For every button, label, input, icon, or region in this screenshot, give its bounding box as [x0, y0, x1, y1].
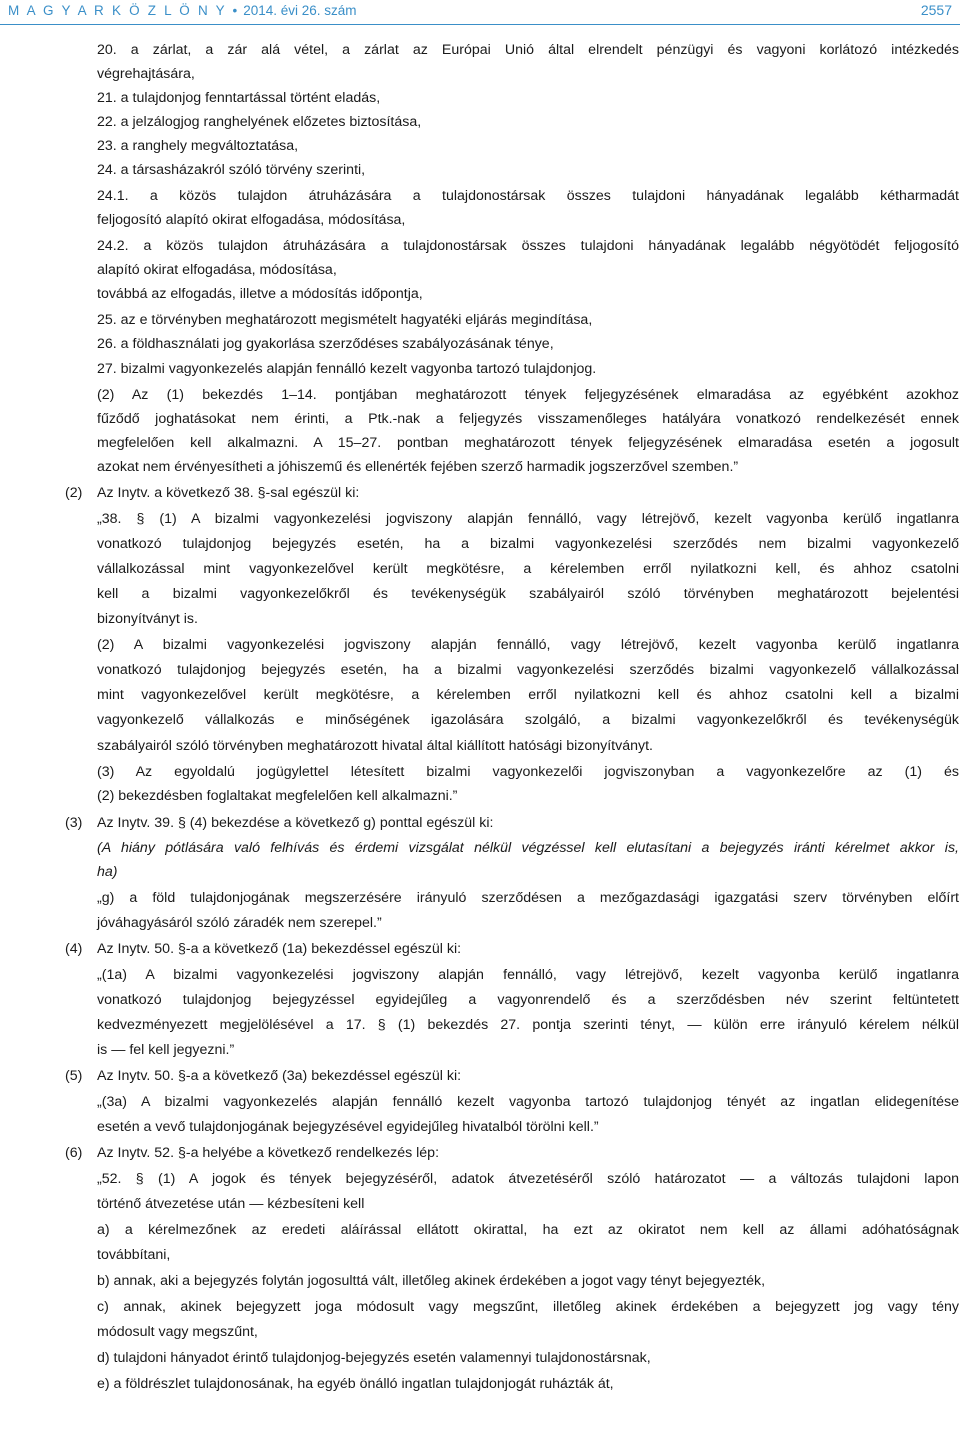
text-line: vonatkozó tulajdonjog bejegyzés esetén, ha a bizalmi vagyonkezelési szerződés nem bizalmi vagyonkezelő [97, 536, 959, 552]
text-line: végrehajtására, [97, 66, 195, 82]
text-line: bizonyítványt is. [97, 611, 198, 627]
text-line: 22. a jelzálogjog ranghelyének előzetes biztosítása, [97, 114, 422, 130]
text-line: c) annak, akinek bejegyzett joga módosult vagy megszűnt, illetőleg akinek érdekében a bejegyzett jog vagy tény [97, 1299, 959, 1315]
text-line: vonatkozó tulajdonjog bejegyzéssel egyidejűleg a vagyonrendelő és a szerződésben név szerint feltüntetett [97, 992, 959, 1008]
text-line: kell a bizalmi vagyonkezelőkről és tevékenységük szabályairól szóló törvényben meghatározott bejelentési [97, 586, 959, 602]
text-line: is — fel kell jegyezni.” [97, 1042, 235, 1058]
text-line: „g) a föld tulajdonjogának megszerzésére irányuló szerződésen a mezőgazdasági igazgatási szerv törvényben előírt [97, 890, 959, 906]
text-line: (2) A bizalmi vagyonkezelési jogviszony alapján fennálló, vagy létrejövő, kezelt vagyonba kerülő ingatlanra [97, 637, 959, 653]
text-line: 27. bizalmi vagyonkezelés alapján fennálló kezelt vagyonba tartozó tulajdonjog. [97, 361, 597, 377]
text-line: esetén a vevő tulajdonjogának bejegyzésével egyidejűleg hivatalból törölni kell.” [97, 1119, 599, 1135]
text-line: Az Inytv. a következő 38. §-sal egészül ki: [97, 485, 360, 501]
text-line: 24.2. a közös tulajdon átruházására a tulajdonostársak összes tulajdoni hányadának legalább négyötödét feljogosító [97, 238, 959, 254]
text-line: vagyonkezelő vállalkozás e minőségének igazolására szolgáló, a bizalmi vagyonkezelőkről és tevékenységük [97, 712, 959, 728]
text-line: (2) Az (1) bekezdés 1–14. pontjában meghatározott tények feljegyzésének elmaradása az egyébként azokhoz [97, 387, 959, 403]
text-line: d) tulajdoni hányadot érintő tulajdonjog-bejegyzés esetén valamennyi tulajdonostársnak, [97, 1350, 651, 1366]
text-line: (2) bekezdésben foglaltakat megfelelően kell alkalmazni.” [97, 788, 458, 804]
paragraph-label: (4) [65, 941, 83, 957]
journal-name: M A G Y A R K Ö Z L Ö N Y [8, 3, 227, 18]
text-line: módosult vagy megszűnt, [97, 1324, 258, 1340]
text-line: jóváhagyásáról szóló záradék nem szerepel.” [97, 915, 382, 931]
text-line: 23. a ranghely megváltoztatása, [97, 138, 299, 154]
text-line: azokat nem érvényesítheti a jóhiszemű és ellenérték fejében szerző harmadik jogszerzővel szemben.” [97, 459, 739, 475]
page-number: 2557 [920, 2, 952, 18]
text-line: „52. § (1) A jogok és tények bejegyzéséről, adatok átvezetéséről szóló határozatot — a változás tulajdoni lapon [97, 1171, 959, 1187]
issue-date: 2014. évi 26. szám [243, 3, 357, 18]
text-line: 24. a társasházakról szóló törvény szerinti, [97, 162, 366, 178]
text-line: e) a földrészlet tulajdonosának, ha egyéb önálló ingatlan tulajdonjogát ruházták át, [97, 1376, 614, 1392]
text-line: „(1a) A bizalmi vagyonkezelési jogviszony alapján fennálló, vagy létrejövő, kezelt vagyonba kerülő ingatlanra [97, 967, 959, 983]
paragraph-label: (2) [65, 485, 83, 501]
text-line: vonatkozó tulajdonjog bejegyzés esetén, ha a bizalmi vagyonkezelési szerződés bizalmi vagyonkezelő vállalkozással [97, 662, 959, 678]
text-line: történő átvezetése után — kézbesíteni kell [97, 1196, 365, 1212]
text-line: mint vagyonkezelővel került megkötésre, a kérelemben erről nyilatkozni kell és ahhoz csatolni kell a bizalmi [97, 687, 959, 703]
text-line: a) a kérelmezőnek az eredeti aláírással ellátott okirattal, ha ezt az okiratot nem kell az állami adóhatóságnak [97, 1222, 959, 1238]
text-line: ha) [97, 864, 118, 880]
text-line: továbbítani, [97, 1247, 171, 1263]
bullet-separator: • [232, 3, 238, 18]
text-line: 21. a tulajdonjog fenntartással történt eladás, [97, 90, 381, 106]
text-line: 26. a földhasználati jog gyakorlása szerződéses szabályozásának ténye, [97, 336, 554, 352]
text-line: továbbá az elfogadás, illetve a módosítás időpontja, [97, 286, 423, 302]
text-line: kedvezményezett megjelölésével a 17. § (1) bekezdés 27. pontja szerinti tényt, — külön erre irányuló kérelem nélkül [97, 1017, 959, 1033]
text-line: feljogosító alapító okirat elfogadása, módosítása, [97, 212, 406, 228]
text-line: 24.1. a közös tulajdon átruházására a tulajdonostársak összes tulajdoni hányadának legalább kétharmadát [97, 188, 959, 204]
text-line: Az Inytv. 52. §-a helyébe a következő rendelkezés lép: [97, 1145, 440, 1161]
text-line: Az Inytv. 50. §-a a következő (3a) bekezdéssel egészül ki: [97, 1068, 462, 1084]
text-line: „(3a) A bizalmi vagyonkezelés alapján fennálló kezelt vagyonba tartozó tulajdonjog tényét az ingatlan elidegenítése [97, 1094, 959, 1110]
text-line: alapító okirat elfogadása, módosítása, [97, 262, 337, 278]
text-line: vállalkozással mint vagyonkezelővel került megkötésre, a kérelemben erről nyilatkozni kell, és ahhoz csatolni [97, 561, 959, 577]
paragraph-label: (3) [65, 815, 83, 831]
header-rule [0, 24, 960, 25]
text-line: (A hiány pótlására való felhívás és érdemi vizsgálat nélkül végzéssel kell elutasítani a bejegyzés iránti kérelmet akkor is, [97, 840, 959, 856]
text-line: b) annak, aki a bejegyzés folytán jogosulttá vált, illetőleg akinek érdekében a jogot vagy tényt bejegyezték, [97, 1273, 766, 1289]
text-line: 25. az e törvényben meghatározott megismételt hagyatéki eljárás megindítása, [97, 312, 593, 328]
text-line: szabályairól szóló törvényben meghatározott hivatal által kiállított hatósági bizonyítványt. [97, 738, 653, 754]
text-line: Az Inytv. 50. §-a a következő (1a) bekezdéssel egészül ki: [97, 941, 462, 957]
paragraph-label: (5) [65, 1068, 83, 1084]
text-line: „38. § (1) A bizalmi vagyonkezelési jogviszony alapján fennálló, vagy létrejövő, kezelt vagyonba kerülő ingatlanra [97, 511, 959, 527]
text-line: fűződő joghatásokat nem érinti, a Ptk.-nak a feljegyzés visszamenőleges hatályára vonatkozó rendelkezését ennek [97, 411, 959, 427]
journal-title [8, 3, 357, 18]
text-line: 20. a zárlat, a zár alá vétel, a zárlat az Európai Unió által elrendelt pénzügyi és vagyoni korlátozó intézkedés [97, 42, 959, 58]
paragraph-label: (6) [65, 1145, 83, 1161]
text-line: Az Inytv. 39. § (4) bekezdése a következő g) ponttal egészül ki: [97, 815, 494, 831]
page-header [0, 0, 960, 26]
text-line: megfelelően kell alkalmazni. A 15–27. pontban meghatározott tények feljegyzésének elmaradása esetén a jogosult [97, 435, 959, 451]
text-line: (3) Az egyoldalú jogügylettel létesített bizalmi vagyonkezelői jogviszonyban a vagyonkezelőre az (1) és [97, 764, 959, 780]
